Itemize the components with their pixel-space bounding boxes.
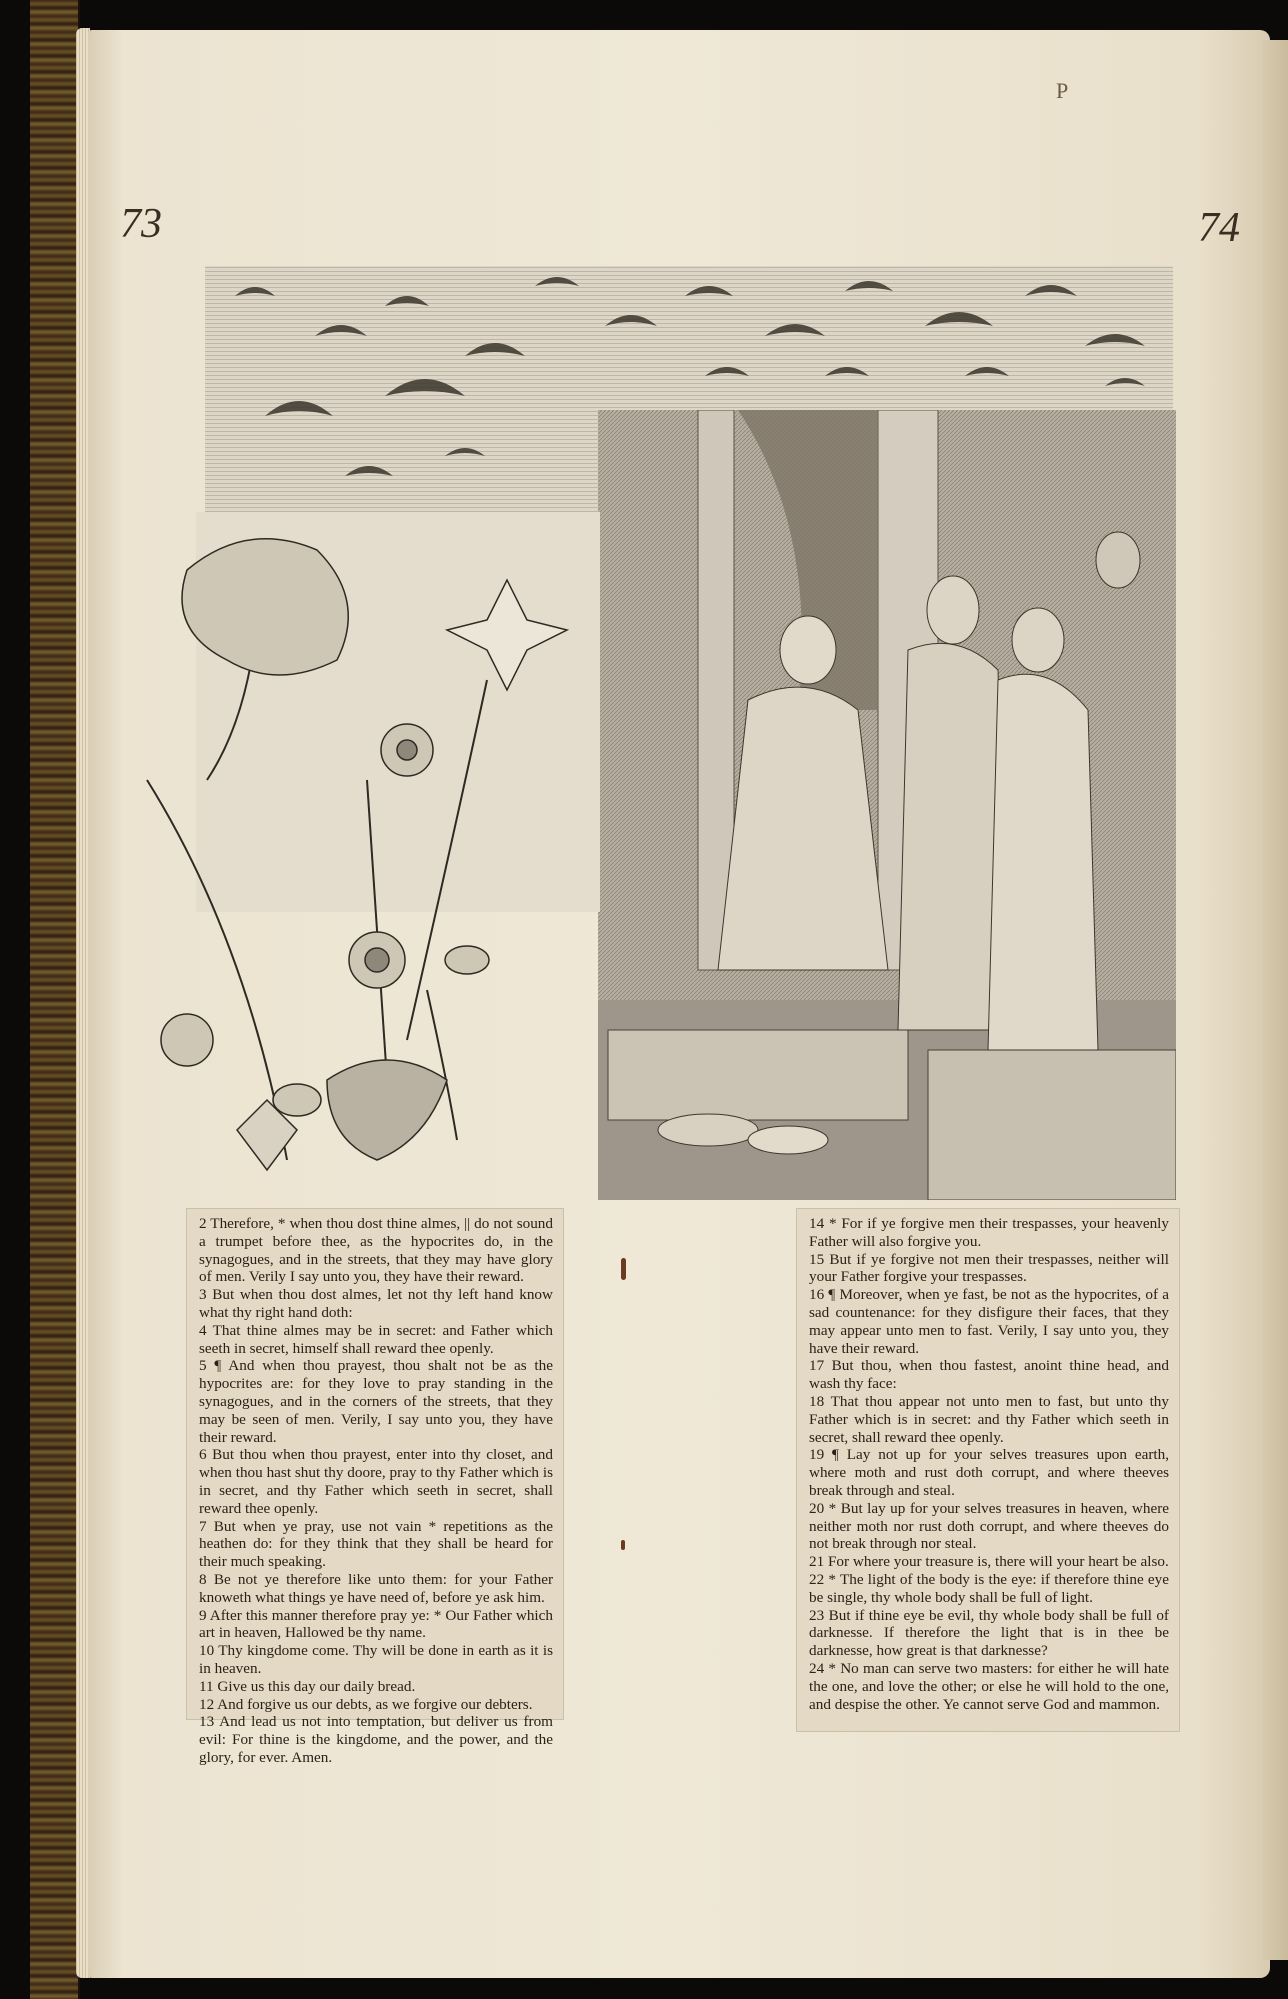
scene-drawing — [598, 410, 1176, 1200]
ink-dot — [621, 1540, 625, 1550]
verse-13: 13 And lead us not into temptation, but deliver us from evil: For thine is the kingdome, and the power, and the glory, for ever. Amen. — [199, 1713, 553, 1766]
verse-24: 24 * No man can serve two masters: for either he will hate the one, and love the other; or else he will hold to the one, and despise the other. Ye cannot serve God and mammon. — [809, 1659, 1169, 1713]
verse-5: 5 ¶ And when thou prayest, thou shalt not be as the hypocrites are: for they love to pray standing in the synagogues, and in the corners of the streets, that they may be seen of men. Verily, I say unto you, they have their reward. — [199, 1357, 553, 1446]
page-top-mark: P — [1056, 78, 1069, 103]
verse-15: 15 But if ye forgive not men their trespasses, neither will your Father forgive your trespasses. — [809, 1250, 1169, 1286]
left-text-column — [186, 1208, 564, 1766]
book-spine — [30, 0, 80, 1999]
verse-14: 14 * For if ye forgive men their trespasses, your heavenly Father will also forgive you. — [809, 1215, 1169, 1250]
verse-7: 7 But when ye pray, use not vain * repetitions as the heathen do: for they think that they shall be heard for their much speaking. — [199, 1517, 553, 1571]
verse-17: 17 But thou, when thou fastest, anoint thine head, and wash thy face: — [809, 1357, 1169, 1393]
verse-23: 23 But if thine eye be evil, thy whole body shall be full of darknesse. If therefore the light that is in thee be darknesse, how great is that darknesse? — [809, 1606, 1169, 1660]
verse-3: 3 But when thou dost almes, let not thy left hand know what thy right hand doth: — [199, 1286, 553, 1321]
page-number-right: 74 — [1198, 205, 1240, 251]
verse-16: 16 ¶ Moreover, when ye fast, be not as the hypocrites, of a sad countenance: for they disfigure their faces, that they may appear unto men to fast. Verily, I say unto you, they have their reward. — [809, 1286, 1169, 1357]
enthroned-figure-engraving — [598, 410, 1176, 1200]
verse-4: 4 That thine almes may be in secret: and Father which seeth in secret, himself shall reward thee openly. — [199, 1321, 553, 1357]
verse-8: 8 Be not ye therefore like unto them: for your Father knoweth what things ye have need of, before ye ask him. — [199, 1570, 553, 1606]
ink-mark — [621, 1258, 626, 1280]
verse-10: 10 Thy kingdome come. Thy will be done in earth as it is in heaven. — [199, 1642, 553, 1677]
flowers-drawing — [127, 520, 597, 1200]
verse-2: 2 Therefore, * when thou dost thine almes, || do not sound a trumpet before thee, as the hypocrites do, in the synagogues, and in the streets, that they may have glory of men. Verily I say unto you, they have their reward. — [199, 1215, 553, 1286]
verse-9: 9 After this manner therefore pray ye: * Our Father which art in heaven, Hallowed be thy name. — [199, 1606, 553, 1642]
verse-22: 22 * The light of the body is the eye: if therefore thine eye be single, thy whole body shall be full of light. — [809, 1570, 1169, 1606]
facing-page-edge — [1262, 40, 1288, 1960]
verse-20: 20 * But lay up for your selves treasures in heaven, where neither moth nor rust doth corrupt, and where theeves do not break through nor steal. — [809, 1499, 1169, 1553]
flowers-engraving — [127, 520, 597, 1200]
verse-21: 21 For where your treasure is, there will your heart be also. — [809, 1553, 1169, 1571]
verse-18: 18 That thou appear not unto men to fast, but unto thy Father which is in secret: and thy Father which seeth in secret, shall reward thee openly. — [809, 1392, 1169, 1446]
verse-11: 11 Give us this day our daily bread. — [199, 1677, 416, 1695]
verse-12: 12 And forgive us our debts, as we forgive our debters. — [199, 1695, 533, 1713]
page-number-left: 73 — [120, 201, 162, 247]
verse-6: 6 But thou when thou prayest, enter into thy closet, and when thou hast shut thy doore, pray to thy Father which is in secret, and thy Father which seeth in secret, shall reward thee openly. — [199, 1446, 553, 1517]
right-text-column — [796, 1208, 1180, 1732]
verse-19: 19 ¶ Lay not up for your selves treasures upon earth, where moth and rust doth corrupt, and where theeves break through and steal. — [809, 1446, 1169, 1499]
